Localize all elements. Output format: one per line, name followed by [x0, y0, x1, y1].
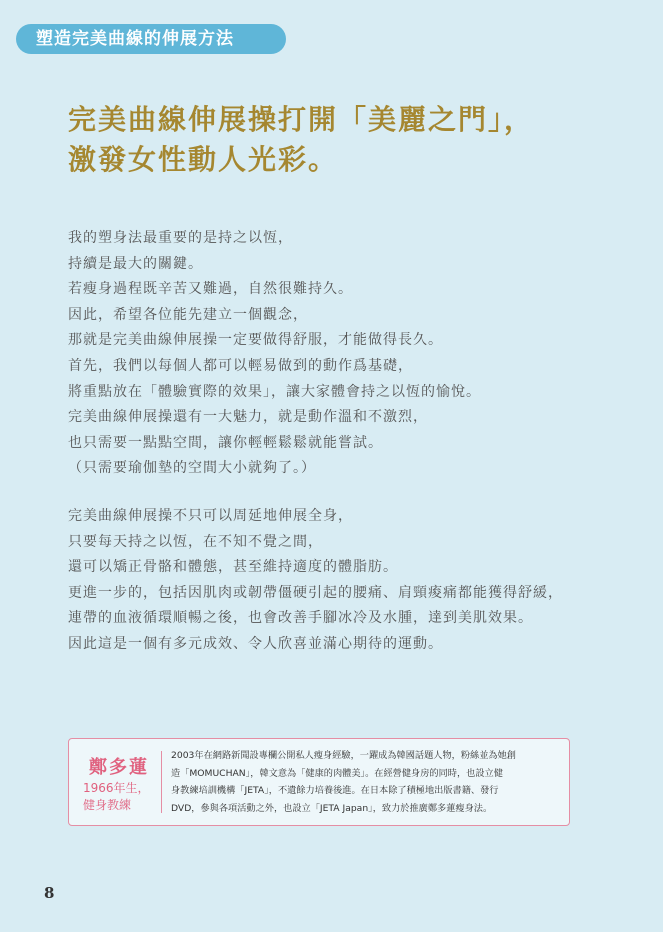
- text-line: 也只需要一點點空間，讓你輕輕鬆鬆就能嘗試。: [68, 434, 383, 451]
- text-line: 持續是最大的關鍵。: [68, 255, 203, 272]
- text-line: 只要每天持之以恆，在不知不覺之間，: [68, 533, 323, 550]
- headline-line-2: 激發女性動人光彩。: [68, 143, 339, 176]
- paragraph-2: [68, 504, 588, 658]
- bio-line: DVD，參與各項活動之外，也設立「JETA Japan」，致力於推廣鄭多蓮瘦身法。: [171, 802, 493, 814]
- headline: [68, 100, 628, 180]
- text-line: 我的塑身法最重要的是持之以恆，: [68, 230, 293, 246]
- text-line: 將重點放在「體驗實際的效果」，讓大家體會持之以恆的愉悅。: [68, 383, 481, 400]
- author-profile-box: [68, 738, 570, 826]
- author-birth-year: 1966年生，: [83, 781, 150, 795]
- headline-line-1: 完美曲線伸展操打開「美麗之門」，: [68, 103, 535, 136]
- text-line: （只需要瑜伽墊的空間大小就夠了。）: [68, 460, 316, 477]
- section-tab: 塑造完美曲線的伸展方法: [16, 24, 286, 54]
- text-line: 更進一步的，包括因肌肉或韌帶僵硬引起的腰痛、肩頸痠痛都能獲得舒緩，: [68, 584, 563, 601]
- bio-line: 身教練培訓機構「JETA」，不遺餘力培養後進。在日本除了積極地出版書籍、發行: [171, 785, 499, 796]
- text-line: 因此，希望各位能先建立一個觀念，: [68, 306, 308, 323]
- author-name: 鄭多蓮: [89, 757, 149, 778]
- text-line: 因此這是一個有多元成效、令人欣喜並滿心期待的運動。: [68, 635, 443, 652]
- author-bio: [171, 747, 561, 817]
- paragraph-1: [68, 226, 588, 482]
- bio-line: 造「MOMUCHAN」，韓文意為「健康的肉體美」。在經營健身房的同時，也設立健: [171, 767, 503, 779]
- author-role: 健身教練: [83, 798, 132, 812]
- text-line: 還可以矯正骨骼和體態，甚至維持適度的體脂肪。: [68, 559, 398, 576]
- page-number: 8: [44, 884, 55, 902]
- text-line: 完美曲線伸展操不只可以周延地伸展全身，: [68, 508, 353, 524]
- text-line: 完美曲線伸展操還有一大魅力，就是動作溫和不激烈，: [68, 409, 428, 426]
- text-line: 那就是完美曲線伸展操一定要做得舒服，才能做得長久。: [68, 332, 443, 349]
- profile-divider: [161, 751, 162, 813]
- text-line: 若瘦身過程既辛苦又難過，自然很難持久。: [68, 281, 353, 298]
- text-line: 首先，我們以每個人都可以輕易做到的動作爲基礎，: [68, 357, 413, 374]
- text-line: 連帶的血液循環順暢之後，也會改善手腳冰冷及水腫，達到美肌效果。: [68, 610, 533, 627]
- bio-line: 2003年在網路新聞設專欄公開私人瘦身經驗，一躍成為韓國話題人物，粉絲並為她創: [171, 750, 516, 761]
